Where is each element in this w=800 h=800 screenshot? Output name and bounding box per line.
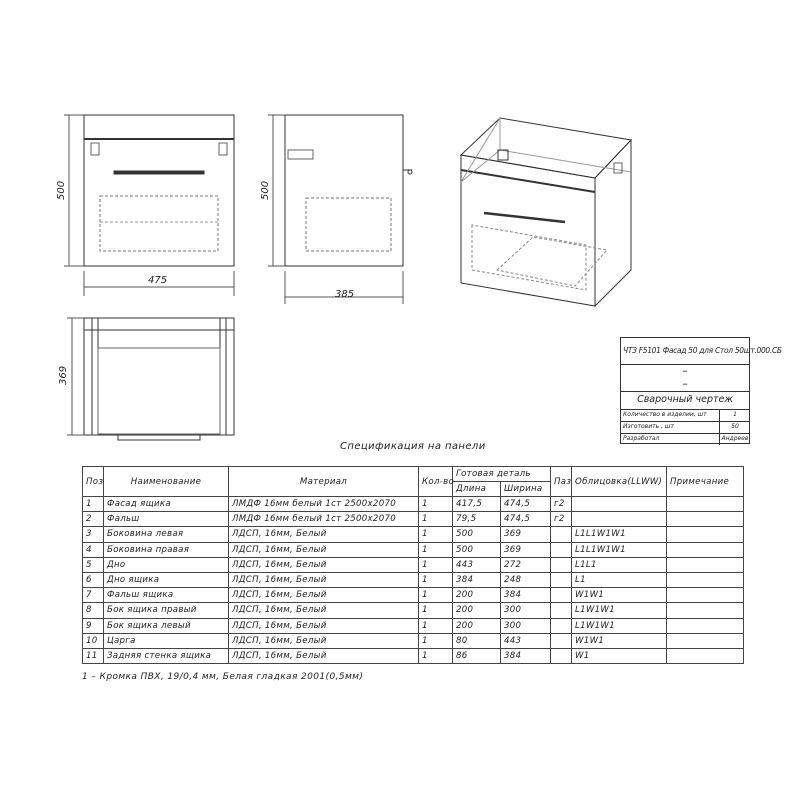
cell-qty: 1 bbox=[419, 648, 453, 663]
cell-note bbox=[667, 512, 744, 527]
cell-note bbox=[667, 527, 744, 542]
cell-qty: 1 bbox=[419, 633, 453, 648]
cell-length: 443 bbox=[453, 557, 501, 572]
cell-name: Фасад ящика bbox=[104, 497, 229, 512]
spec-table bbox=[82, 466, 744, 664]
cell-qty: 1 bbox=[419, 527, 453, 542]
cell-material: ЛДСП, 16мм, Белый bbox=[229, 603, 419, 618]
cell-note bbox=[667, 557, 744, 572]
cell-width: 369 bbox=[501, 527, 551, 542]
title-dash-2: – bbox=[621, 377, 749, 392]
table-row bbox=[83, 497, 744, 512]
side-view bbox=[268, 115, 412, 304]
cell-length: 384 bbox=[453, 572, 501, 587]
cell-width: 384 bbox=[501, 588, 551, 603]
table-row bbox=[83, 557, 744, 572]
cell-pos: 7 bbox=[83, 588, 104, 603]
cell-note bbox=[667, 648, 744, 663]
cell-length: 200 bbox=[453, 603, 501, 618]
cell-material: ЛДСП, 16мм, Белый bbox=[229, 648, 419, 663]
header-note: Примечание bbox=[667, 467, 744, 497]
cell-length: 417,5 bbox=[453, 497, 501, 512]
front-width-dim: 475 bbox=[148, 275, 168, 286]
cell-length: 200 bbox=[453, 618, 501, 633]
cell-material: ЛДСП, 16мм, Белый bbox=[229, 527, 419, 542]
cell-note bbox=[667, 588, 744, 603]
table-row bbox=[83, 542, 744, 557]
cell-edging: L1L1W1W1 bbox=[572, 527, 667, 542]
cell-paz: г2 bbox=[551, 512, 572, 527]
cell-width: 300 bbox=[501, 618, 551, 633]
drawing-code: ЧТЗ F5101 Фасад 50 для Стол 50шт.000.СБ bbox=[621, 338, 749, 365]
header-pos: Поз bbox=[83, 467, 104, 497]
table-row bbox=[83, 527, 744, 542]
cell-pos: 8 bbox=[83, 603, 104, 618]
cell-material: ЛМДФ 16мм белый 1ст 2500х2070 bbox=[229, 497, 419, 512]
header-qty: Кол-во bbox=[419, 467, 453, 497]
edge-footnote: 1 – Кромка ПВХ, 19/0,4 мм, Белая гладкая 2001(0,5мм) bbox=[82, 672, 364, 682]
cell-pos: 3 bbox=[83, 527, 104, 542]
header-length: Длина bbox=[453, 482, 501, 497]
cell-note bbox=[667, 603, 744, 618]
cell-name: Задняя стенка ящика bbox=[104, 648, 229, 663]
cell-length: 500 bbox=[453, 542, 501, 557]
cell-width: 474,5 bbox=[501, 512, 551, 527]
header-name: Наименование bbox=[104, 467, 229, 497]
top-view bbox=[67, 318, 234, 440]
cell-pos: 11 bbox=[83, 648, 104, 663]
cell-material: ЛМДФ 16мм белый 1ст 2500х2070 bbox=[229, 512, 419, 527]
table-row bbox=[83, 648, 744, 663]
cell-paz: г2 bbox=[551, 497, 572, 512]
cell-width: 369 bbox=[501, 542, 551, 557]
cell-paz bbox=[551, 542, 572, 557]
side-height-dim: 500 bbox=[260, 180, 271, 200]
made-value: 50 bbox=[731, 423, 739, 430]
cell-pos: 5 bbox=[83, 557, 104, 572]
cell-note bbox=[667, 497, 744, 512]
cell-paz bbox=[551, 572, 572, 587]
cell-length: 80 bbox=[453, 633, 501, 648]
cell-paz bbox=[551, 527, 572, 542]
cell-note bbox=[667, 542, 744, 557]
cell-pos: 10 bbox=[83, 633, 104, 648]
cell-name: Дно ящика bbox=[104, 572, 229, 587]
header-edging: Облицовка(LLWW) bbox=[572, 467, 667, 497]
cell-width: 248 bbox=[501, 572, 551, 587]
cell-width: 384 bbox=[501, 648, 551, 663]
isometric-view bbox=[461, 118, 631, 306]
cell-qty: 1 bbox=[419, 603, 453, 618]
header-ready: Готовая деталь bbox=[453, 467, 551, 482]
front-view bbox=[64, 115, 234, 296]
header-width: Ширина bbox=[501, 482, 551, 497]
table-row bbox=[83, 512, 744, 527]
cell-name: Бок ящика правый bbox=[104, 603, 229, 618]
table-row bbox=[83, 633, 744, 648]
cell-qty: 1 bbox=[419, 572, 453, 587]
cell-edging: W1W1 bbox=[572, 633, 667, 648]
cell-length: 86 bbox=[453, 648, 501, 663]
cell-material: ЛДСП, 16мм, Белый bbox=[229, 633, 419, 648]
header-material: Материал bbox=[229, 467, 419, 497]
cell-edging bbox=[572, 512, 667, 527]
cell-pos: 4 bbox=[83, 542, 104, 557]
spec-caption: Спецификация на панели bbox=[340, 441, 486, 452]
cell-paz bbox=[551, 618, 572, 633]
cell-width: 300 bbox=[501, 603, 551, 618]
cell-paz bbox=[551, 648, 572, 663]
cell-qty: 1 bbox=[419, 497, 453, 512]
title-dash-1: – bbox=[682, 364, 688, 377]
title-block bbox=[620, 337, 782, 444]
table-row bbox=[83, 588, 744, 603]
cell-pos: 2 bbox=[83, 512, 104, 527]
cell-length: 500 bbox=[453, 527, 501, 542]
cell-name: Царга bbox=[104, 633, 229, 648]
cell-edging: W1 bbox=[572, 648, 667, 663]
front-height-dim: 500 bbox=[56, 180, 67, 200]
table-row bbox=[83, 572, 744, 587]
cell-qty: 1 bbox=[419, 618, 453, 633]
cell-edging: L1W1W1 bbox=[572, 603, 667, 618]
developer-label: Разработал bbox=[623, 433, 720, 445]
cell-name: Дно bbox=[104, 557, 229, 572]
developer-row bbox=[621, 433, 749, 444]
cell-length: 200 bbox=[453, 588, 501, 603]
cell-pos: 9 bbox=[83, 618, 104, 633]
cell-paz bbox=[551, 603, 572, 618]
made-label: Изготовить , шт bbox=[623, 421, 720, 433]
qty-value: 1 bbox=[733, 411, 737, 418]
cell-name: Фальш ящика bbox=[104, 588, 229, 603]
side-depth-dim: 385 bbox=[335, 289, 355, 300]
cell-qty: 1 bbox=[419, 542, 453, 557]
qty-label: Количество в изделии, шт bbox=[623, 409, 720, 421]
cell-material: ЛДСП, 16мм, Белый bbox=[229, 572, 419, 587]
cell-note bbox=[667, 618, 744, 633]
cell-name: Боковина левая bbox=[104, 527, 229, 542]
cell-edging: L1L1 bbox=[572, 557, 667, 572]
cell-material: ЛДСП, 16мм, Белый bbox=[229, 588, 419, 603]
cell-name: Фальш bbox=[104, 512, 229, 527]
cell-material: ЛДСП, 16мм, Белый bbox=[229, 557, 419, 572]
cell-paz bbox=[551, 588, 572, 603]
header-paz: Паз bbox=[551, 467, 572, 497]
cell-name: Бок ящика левый bbox=[104, 618, 229, 633]
cell-qty: 1 bbox=[419, 588, 453, 603]
cell-name: Боковина правая bbox=[104, 542, 229, 557]
cell-pos: 1 bbox=[83, 497, 104, 512]
cell-note bbox=[667, 633, 744, 648]
developer-value: Андреев bbox=[721, 435, 749, 442]
drawing-name: Сварочный чертеж bbox=[621, 391, 749, 410]
cell-material: ЛДСП, 16мм, Белый bbox=[229, 618, 419, 633]
cell-edging: L1W1W1 bbox=[572, 618, 667, 633]
cell-edging: L1L1W1W1 bbox=[572, 542, 667, 557]
cell-note bbox=[667, 572, 744, 587]
cell-length: 79,5 bbox=[453, 512, 501, 527]
cell-paz bbox=[551, 557, 572, 572]
cell-edging bbox=[572, 497, 667, 512]
cell-material: ЛДСП, 16мм, Белый bbox=[229, 542, 419, 557]
cell-qty: 1 bbox=[419, 512, 453, 527]
cell-edging: L1 bbox=[572, 572, 667, 587]
cell-edging: W1W1 bbox=[572, 588, 667, 603]
spec-body bbox=[83, 497, 744, 664]
cell-width: 272 bbox=[501, 557, 551, 572]
cell-qty: 1 bbox=[419, 557, 453, 572]
cell-width: 443 bbox=[501, 633, 551, 648]
table-row bbox=[83, 603, 744, 618]
cell-pos: 6 bbox=[83, 572, 104, 587]
cell-width: 474,5 bbox=[501, 497, 551, 512]
table-row bbox=[83, 618, 744, 633]
top-depth-dim: 369 bbox=[58, 365, 69, 385]
cell-paz bbox=[551, 633, 572, 648]
